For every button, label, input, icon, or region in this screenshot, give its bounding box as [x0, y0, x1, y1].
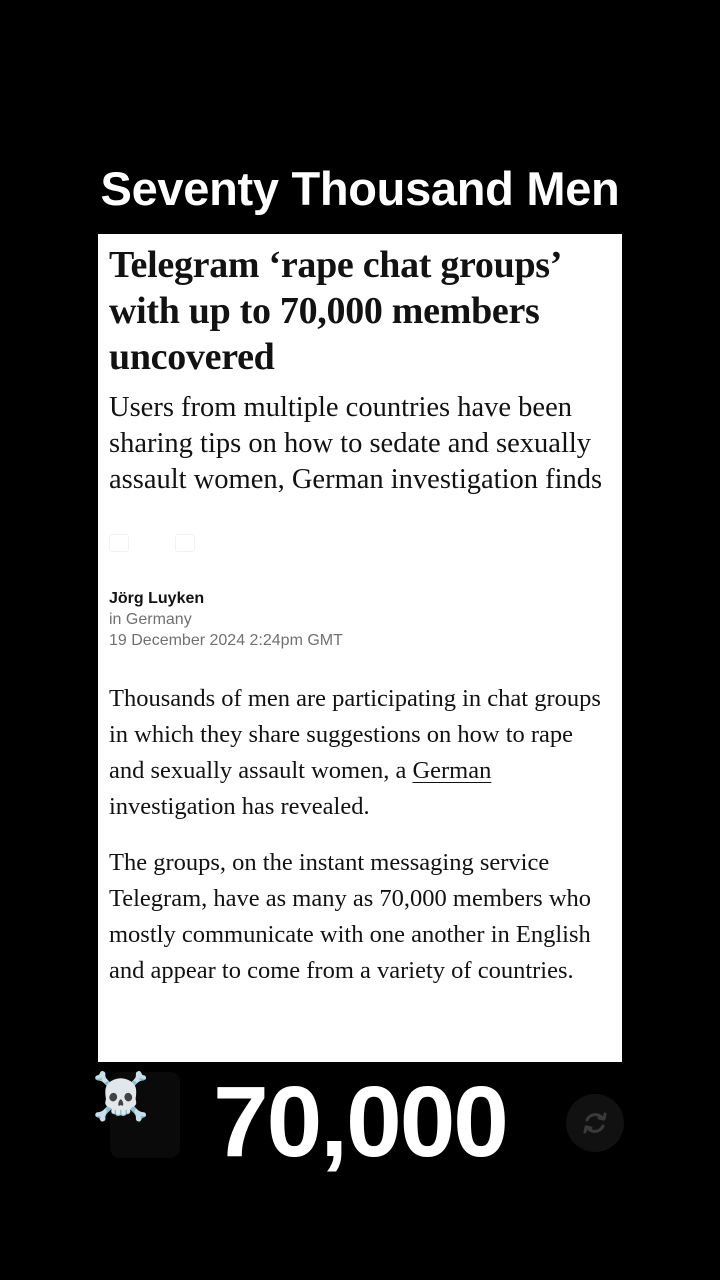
article-headline: Telegram ‘rape chat groups’ with up to 70,000 members uncovered [109, 244, 560, 378]
author-location: in Germany [109, 611, 192, 628]
article-byline [109, 588, 612, 651]
share-toolbar-faded [109, 504, 612, 574]
publish-date: 19 December 2024 2:24pm GMT [109, 632, 343, 649]
skull-crossbones-icon: ☠️ [92, 1070, 150, 1122]
article-screenshot-card [98, 234, 622, 1062]
video-caption-title: Seventy Thousand Men [100, 162, 620, 215]
refresh-button[interactable] [566, 1094, 624, 1152]
german-link[interactable]: German [412, 757, 492, 784]
faded-share-icon [109, 534, 129, 552]
paragraph-1-text-start: Thousands of men are participating in chat groups in which they share suggestions on how to rape and sexually assault women, a [109, 685, 601, 784]
article-standfirst: Users from multiple countries have been sharing tips on how to sedate and sexually assault women, German investigation finds [109, 392, 603, 495]
paragraph-1-text-end: investigation has revealed. [109, 793, 370, 820]
big-number-caption: 70,000 [213, 1066, 507, 1178]
author-name[interactable]: Jörg Luyken [109, 590, 205, 607]
bottom-overlay [0, 1064, 720, 1184]
refresh-icon [580, 1108, 610, 1138]
faded-comment-icon [175, 534, 195, 552]
article-paragraph-1 [109, 681, 612, 825]
article-paragraph-2: The groups, on the instant messaging service Telegram, have as many as 70,000 members who mostly communicate with one another in English and appear to come from a variety of countries. [109, 849, 592, 984]
